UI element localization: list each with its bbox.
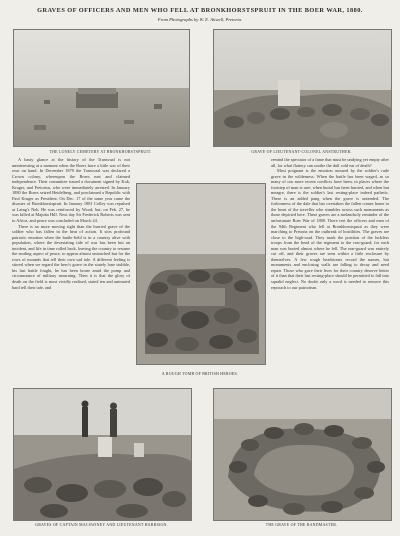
bandmaster-grave-photo xyxy=(213,388,392,521)
cemetery-photo-image xyxy=(14,30,189,146)
anstruther-grave-photo-image xyxy=(214,30,391,146)
cemetery-photo-caption: THE LONELY CEMETERY AT BRONKHORSTSPRUIT. xyxy=(49,150,152,154)
anstruther-grave-photo xyxy=(213,29,392,147)
cemetery-photo xyxy=(13,29,190,147)
article-column-right xyxy=(271,157,389,384)
bandmaster-grave-photo-image xyxy=(214,389,391,520)
anstruther-grave-caption: GRAVE OF LIEUTENANT-COLONEL ANSTRUTHER. xyxy=(251,150,352,154)
article-paragraph: A hasty glance at the history of the Transvaal is not uninteresting at a moment when the Boers have a little war of their own on hand. In December 1879 the Transvaal was declared a Crown colony, whereupon the Boers met and claimed independence. Their committee issued a document signed by Kok, Kruger, and Pretorius, who were immediately arrested. In January 1880 the Boers seized Heidelberg, and proclaimed a Republic with Paul Kruger as President. On Dec. 17 of the same year came the disaster of Bronkhorstspruit. In January 1881 Colley was repulsed at Laing's Nek. He was reinforced by Wood; but, on Feb. 27, he was killed at Majuba Hill. Next day Sir Frederick Roberts was sent to Africa, and peace was concluded on March 24. xyxy=(12,157,130,224)
rough-tomb-photo xyxy=(136,183,266,365)
rough-tomb-caption: A ROUGH TOMB OF BRITISH HEROES. xyxy=(161,372,239,376)
page-title: GRAVES OF OFFICERS AND MEN WHO FELL AT BRONKHORSTSPRUIT IN THE BOER WAR, 1880. xyxy=(37,7,363,14)
macswiney-harrison-graves-caption: GRAVES OF CAPTAIN MACSWINEY AND LIEUTENANT HARRISON. xyxy=(35,523,168,527)
article-paragraph: There is no more moving sight than the hurried grave of the soldier who has fallen in the heat of action. It stirs profound patriotic emotion when the battle-field is in a country alive with population, where the devastating tide of war has been but an incident, and life in time rolled back, leaving the country to resume the smiling aspect of peace, to appear almost untouched but for the rows of mounds that tell their own sad tale. A different feeling is stirred when we regard the hero's grave in the stately lone stubble, his last battle fought, he has been borne amid the pomp and circumstance of military mourning. Then it is that the glory of death on the field is most vividly realised, stated ten and animated hard tell their tale, and xyxy=(12,223,130,290)
macswiney-harrison-graves-photo-image xyxy=(14,389,191,520)
macswiney-harrison-graves-photo xyxy=(13,388,192,521)
article-paragraph: Most poignant is the emotion aroused by the soldier's rude grave in the wilderness. When the battle has been waged, as so many of our more recent conflicts have been, in places where the footstep of man is rare, when burial has been hurried, and when but meagre, there is the soldier's last resting-place indeed pathetic. There is an added pang when the grave is untended. The forlornness of the dale that has overtaken the fallen comes home to the heart of the traveller who stumbles across such monuments as those depicted here. These graves are a melancholy reminder of the unfortunate Boer War of 1880. There rest the officers and men of the 94th Regiment who fell at Bronkhorstspruit as they were marching to Pretoria on the outbreak of hostilities. The graves are close to the high-road. They mark the position of the luckless troops from the head of the regiment to the rear-guard; for each man was buried almost where he fell. The rear-guard was entirely cut off, and their graves are seen within a little enclosure by themselves. A few rough headstones record the names, but monuments and enclosing walls are falling to decay and need repair. Those who gave their lives for their country deserve better of it than that their last resting-place should be permitted to fall into squalid neglect. No doubt only a word is needed to remove this reproach to our patriotism. xyxy=(271,168,389,290)
rough-tomb-photo-image xyxy=(137,184,265,364)
bandmaster-grave-caption: THE GRAVE OF THE BANDMASTER. xyxy=(265,523,338,527)
article-paragraph: remind the spectator of a fame that must be undying yet empty after all, for what flattery can soothe the dull cold ear of death? xyxy=(271,157,389,168)
article-column-left xyxy=(12,157,130,384)
photo-credit: From Photographs by W. E. Aitwell, Pretoria. xyxy=(157,17,243,22)
